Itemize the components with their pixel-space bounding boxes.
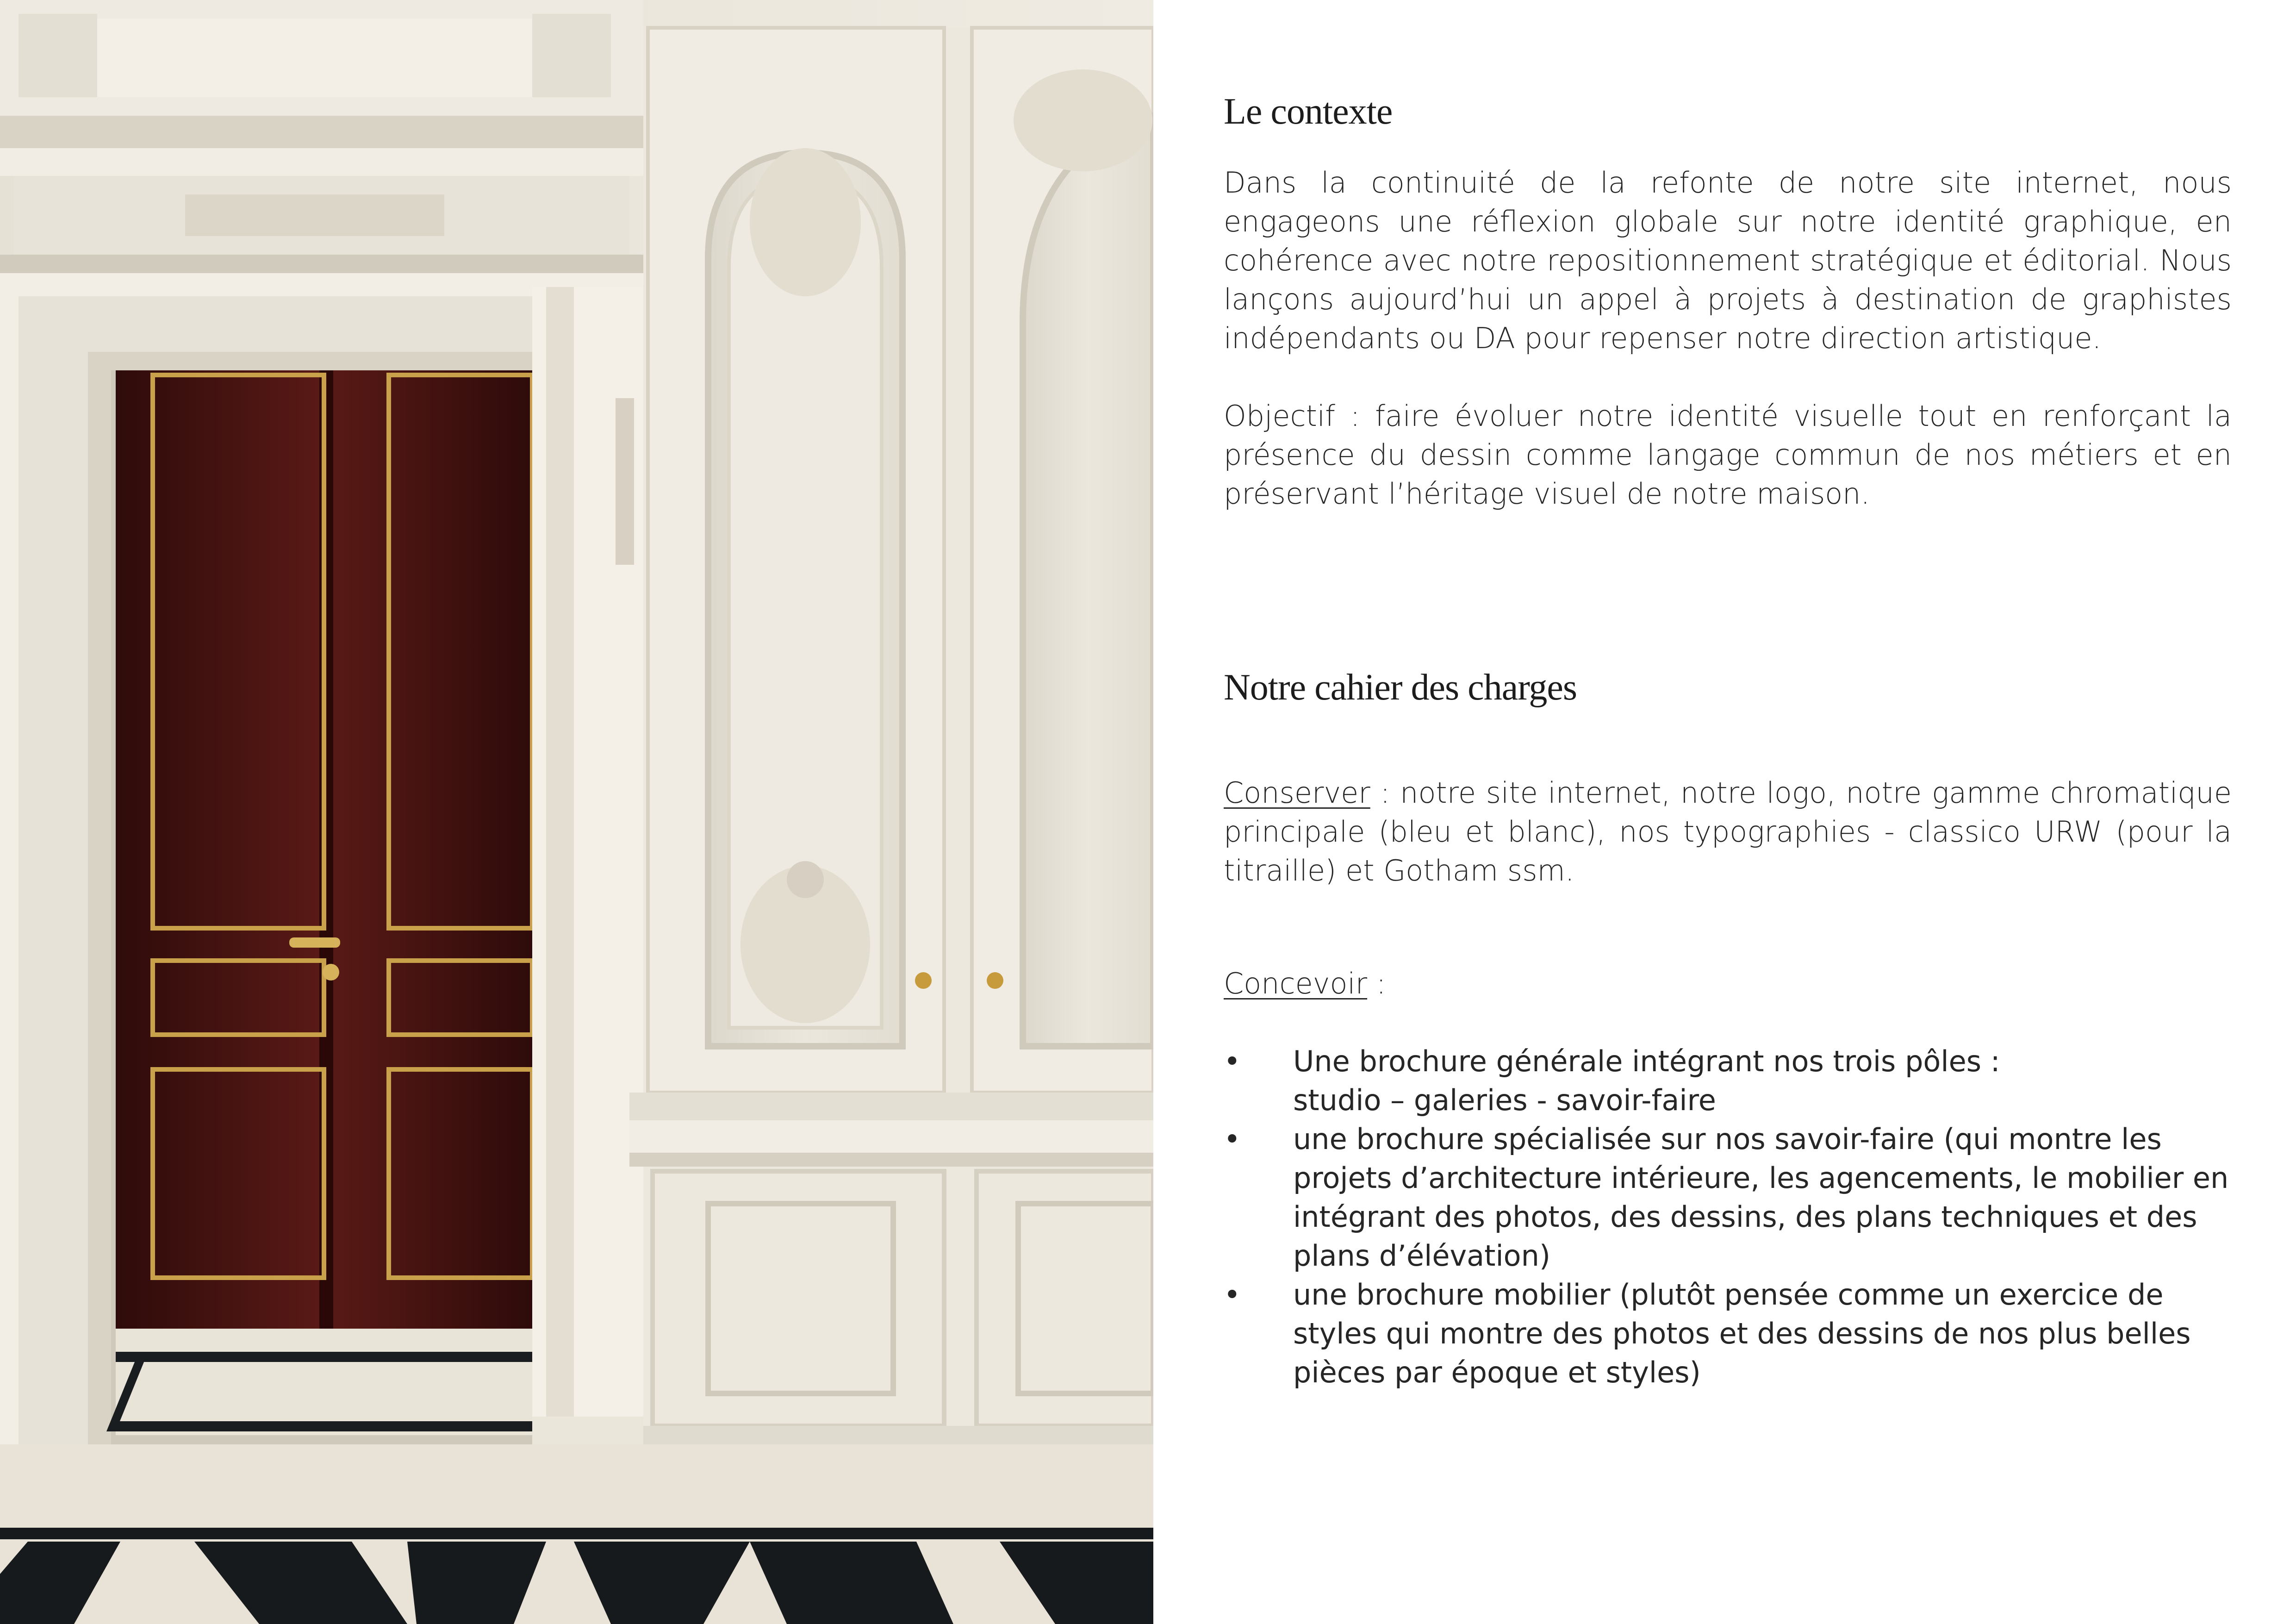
deliverables-list [1224,1042,2232,1392]
door-entablature [0,0,643,273]
bullet-icon: • [1224,1122,1241,1156]
conserver-text: : notre site internet, notre logo, notre gamme chromatique principale (bleu et blanc), nos typographies - classico URW (pour la titraille) et Gotham ssm. [1224,776,2232,887]
context-paragraph-2: Objectif : faire évoluer notre identité visuelle tout en renforçant la présence du dessin comme langage commun de nos métiers et en préservant l’héritage visuel de notre maison. [1224,399,2232,511]
context-title: Le contexte [1224,91,1393,132]
bullet-icon: • [1224,1278,1241,1312]
specifications-title: Notre cahier des charges [1224,667,1577,708]
bullet-icon: • [1224,1044,1241,1078]
list-item-text: une brochure spécialisée sur nos savoir-faire (qui montre les projets d’architecture intérieure, les agencements, le mobilier en intégrant des photos, des dessins, des plans techniques et des plans d’élévation) [1293,1122,2229,1273]
context-paragraph-1: Dans la continuité de la refonte de notre site internet, nous engageons une réflexion globale sur notre identité graphique, en cohérence avec notre repositionnement stratégique et éditorial. Nous lançons aujourd’hui un appel à projets à destination de graphistes indépendants ou DA pour repenser notre direction artistique. [1224,166,2232,355]
mahogany-double-door [116,370,532,1329]
list-item-line-2: studio – galeries - savoir-faire [1293,1083,1716,1117]
list-item [1224,1275,2232,1392]
list-item-line-1: Une brochure générale intégrant nos trois pôles : [1293,1044,2000,1078]
concevoir-label: Concevoir [1224,967,1368,1000]
concevoir-suffix: : [1367,967,1386,1000]
conserver-paragraph [1224,774,2232,890]
list-item [1224,1042,2232,1120]
list-item [1224,1120,2232,1275]
boiserie-panels [629,28,1153,1444]
door-threshold [106,1329,532,1435]
concevoir-paragraph [1224,964,2232,1003]
marble-floor [0,1444,1153,1624]
list-item-text: une brochure mobilier (plutôt pensée comme un exercice de styles qui montre des photos et des dessins de nos plus belles pièces par époque et styles) [1293,1278,2191,1389]
text-column [1224,90,2232,1392]
conserver-label: Conserver [1224,776,1370,810]
